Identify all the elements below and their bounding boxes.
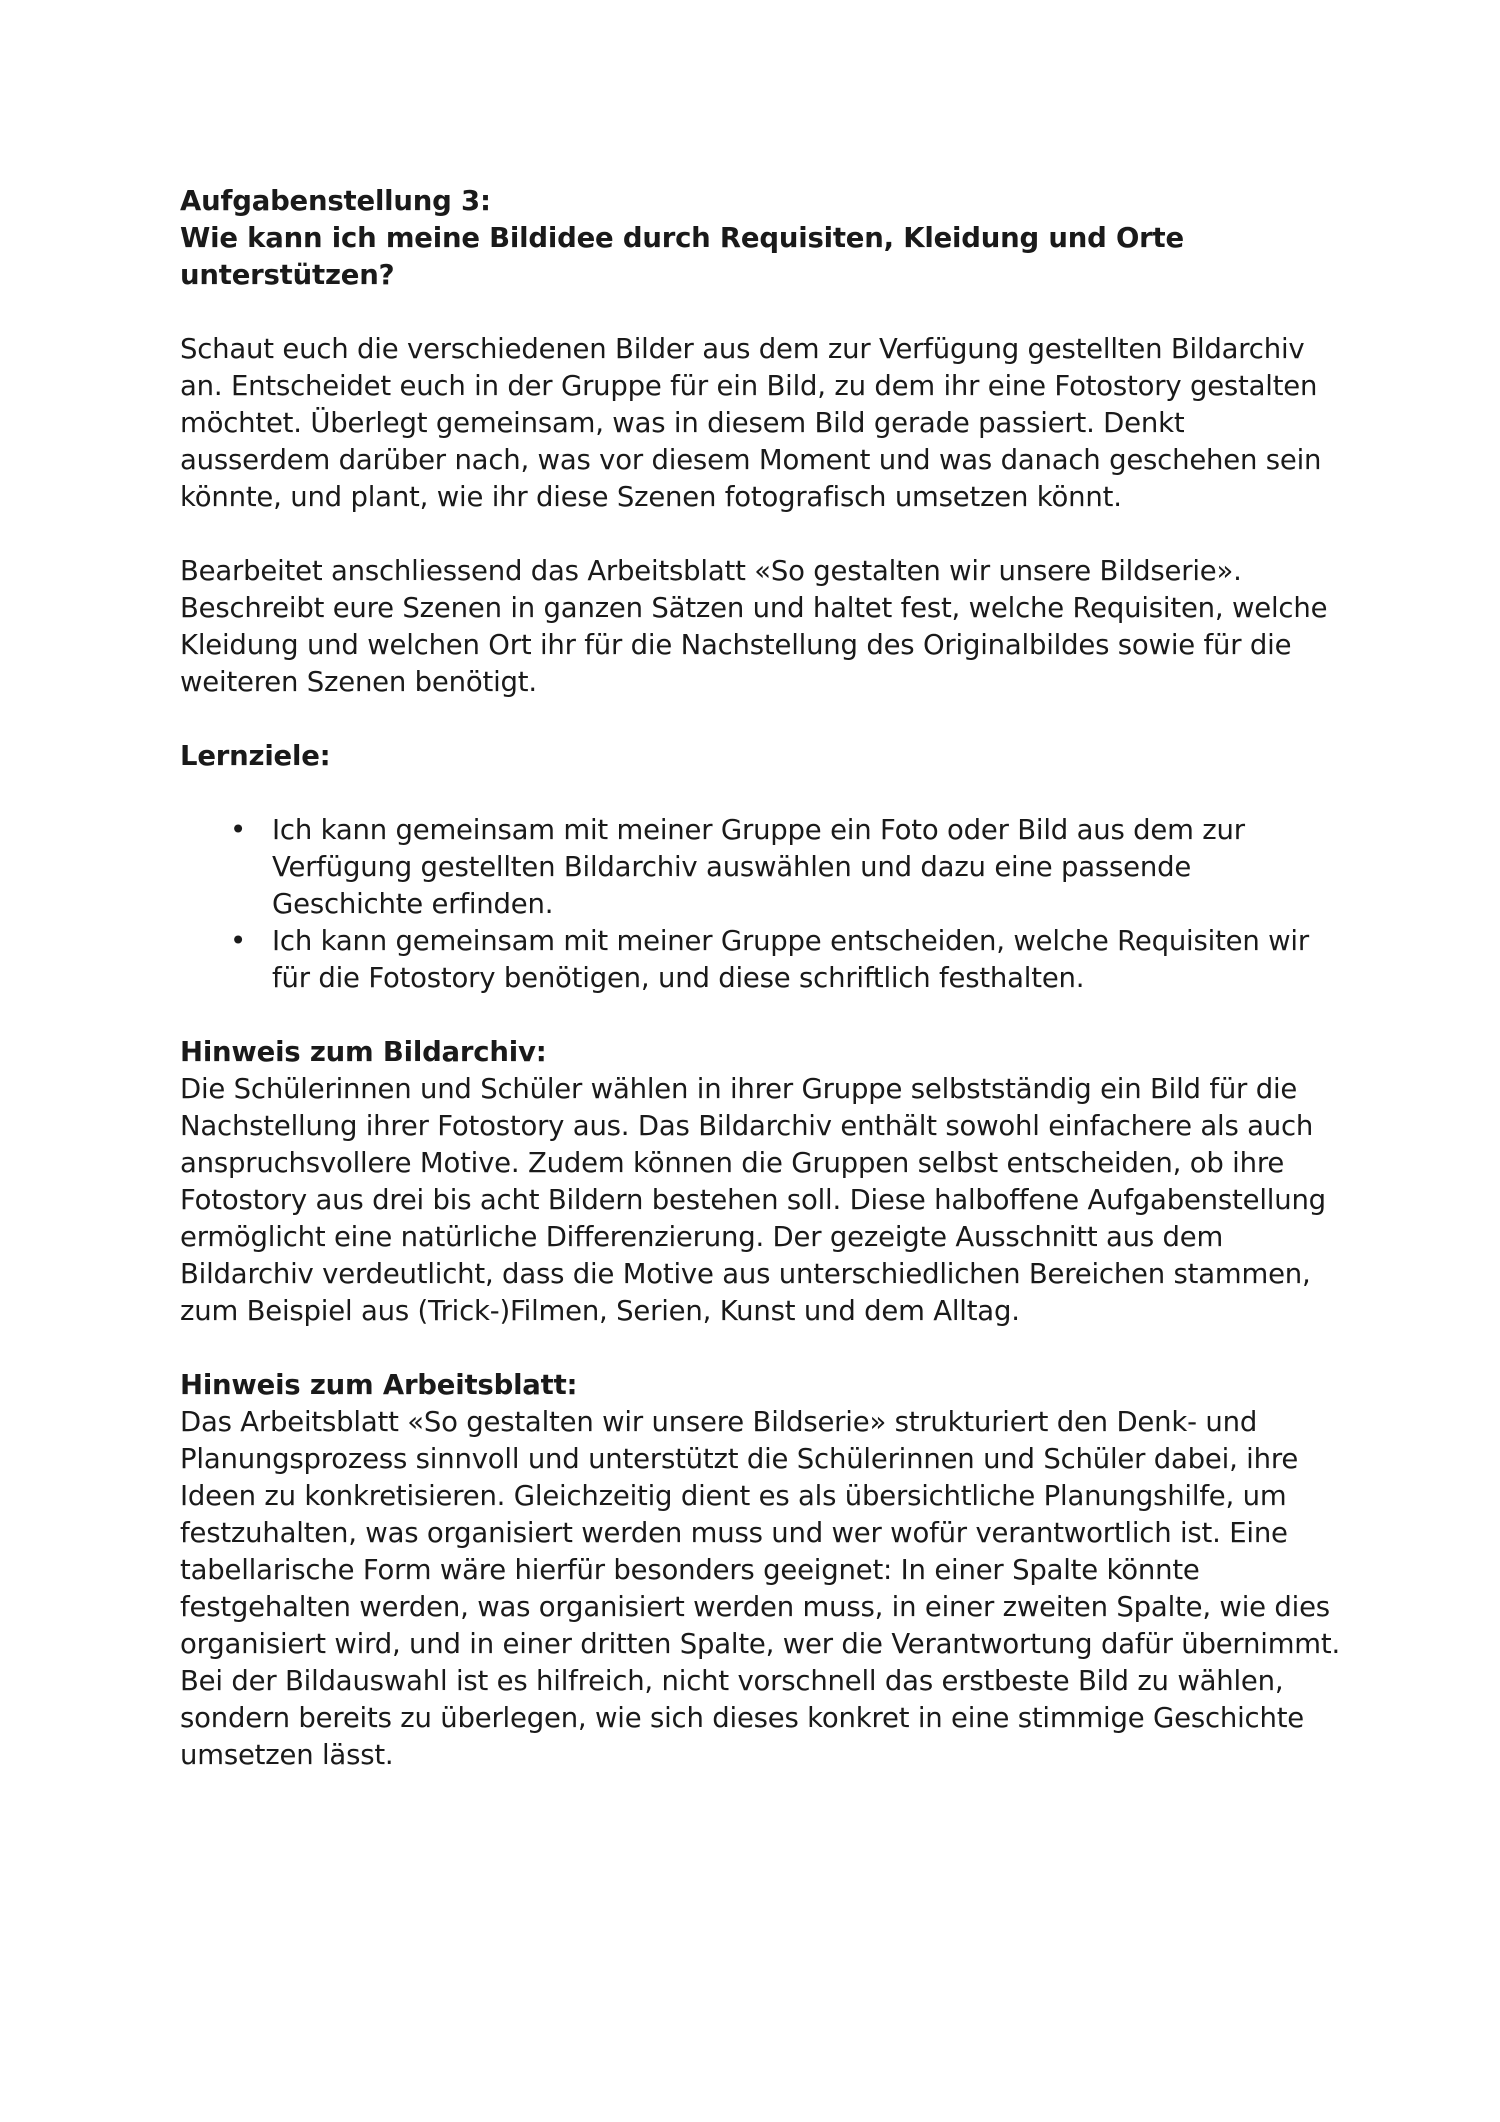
spacer — [180, 701, 1340, 738]
goal-text: Ich kann gemeinsam mit meiner Gruppe ein Foto oder Bild aus dem zur Verfügung gestellten Bildarchiv auswählen und dazu eine passende Geschichte erfinden. — [272, 814, 1245, 920]
archive-note-text: Die Schülerinnen und Schüler wählen in ihrer Gruppe selbstständig ein Bild für die Nachstellung ihrer Fotostory aus. Das Bildarchiv enthält sowohl einfachere als auch anspruchsvollere Motive. Zudem können die Gruppen selbst entscheiden, ob ihre Fotostory aus drei bis acht Bildern bestehen soll. Diese halboffene Aufgabenstellung ermöglicht eine natürliche Differenzierung. Der gezeigte Ausschnitt aus dem Bildarchiv verdeutlicht, dass die Motive aus unterschiedlichen Bereichen stammen, zum Beispiel aus (Trick-)Filmen, Serien, Kunst und dem Alltag. — [180, 1073, 1326, 1327]
document-page — [180, 183, 1340, 1774]
goals-heading: Lernziele: — [180, 740, 331, 772]
bullet-icon: • — [230, 814, 247, 846]
worksheet-note-text-2: Bei der Bildauswahl ist es hilfreich, nicht vorschnell das erstbeste Bild zu wählen, sondern bereits zu überlegen, wie sich dieses konkret in eine stimmige Geschichte umsetzen lässt. — [180, 1665, 1304, 1771]
worksheet-note-text-1: Das Arbeitsblatt «So gestalten wir unsere Bildserie» strukturiert den Denk- und Planungsprozess sinnvoll und unterstützt die Schülerinnen und Schüler dabei, ihre Ideen zu konkretisieren. Gleichzeitig dient es als übersichtliche Planungshilfe, um festzuhalten, was organisiert werden muss und wer wofür verantwortlich ist. Eine tabellarische Form wäre hierfür besonders geeignet: In einer Spalte könnte festgehalten werden, was organisiert werden muss, in einer zweiten Spalte, wie dies organisiert wird, und in einer dritten Spalte, wer die Verantwortung dafür übernimmt. — [180, 1406, 1341, 1660]
worksheet-note-heading: Hinweis zum Arbeitsblatt: — [180, 1369, 578, 1401]
task-label: Aufgabenstellung 3: — [180, 185, 491, 217]
spacer — [180, 516, 1340, 553]
bullet-icon: • — [230, 925, 247, 957]
list-item — [180, 923, 1340, 997]
intro-paragraph-1: Schaut euch die verschiedenen Bilder aus dem zur Verfügung gestellten Bildarchiv an. Entscheidet euch in der Gruppe für ein Bild, zu dem ihr eine Fotostory gestalten möchtet. Überlegt gemeinsam, was in diesem Bild gerade passiert. Denkt ausserdem darüber nach, was vor diesem Moment und was danach geschehen sein könnte, und plant, wie ihr diese Szenen fotografisch umsetzen könnt. — [180, 333, 1322, 513]
spacer — [180, 775, 1340, 812]
goals-list — [180, 812, 1340, 997]
goal-text: Ich kann gemeinsam mit meiner Gruppe entscheiden, welche Requisiten wir für die Fotostory benötigen, und diese schriftlich festhalten. — [272, 925, 1309, 994]
spacer — [180, 997, 1340, 1034]
intro-paragraph-2: Bearbeitet anschliessend das Arbeitsblatt «So gestalten wir unsere Bildserie». Beschreibt eure Szenen in ganzen Sätzen und haltet fest, welche Requisiten, welche Kleidung und welchen Ort ihr für die Nachstellung des Originalbildes sowie für die weiteren Szenen benötigt. — [180, 555, 1328, 698]
spacer — [180, 1330, 1340, 1367]
task-question: Wie kann ich meine Bildidee durch Requisiten, Kleidung und Orte unterstützen? — [180, 222, 1184, 291]
list-item — [180, 812, 1340, 923]
spacer — [180, 294, 1340, 331]
archive-note-heading: Hinweis zum Bildarchiv: — [180, 1036, 547, 1068]
